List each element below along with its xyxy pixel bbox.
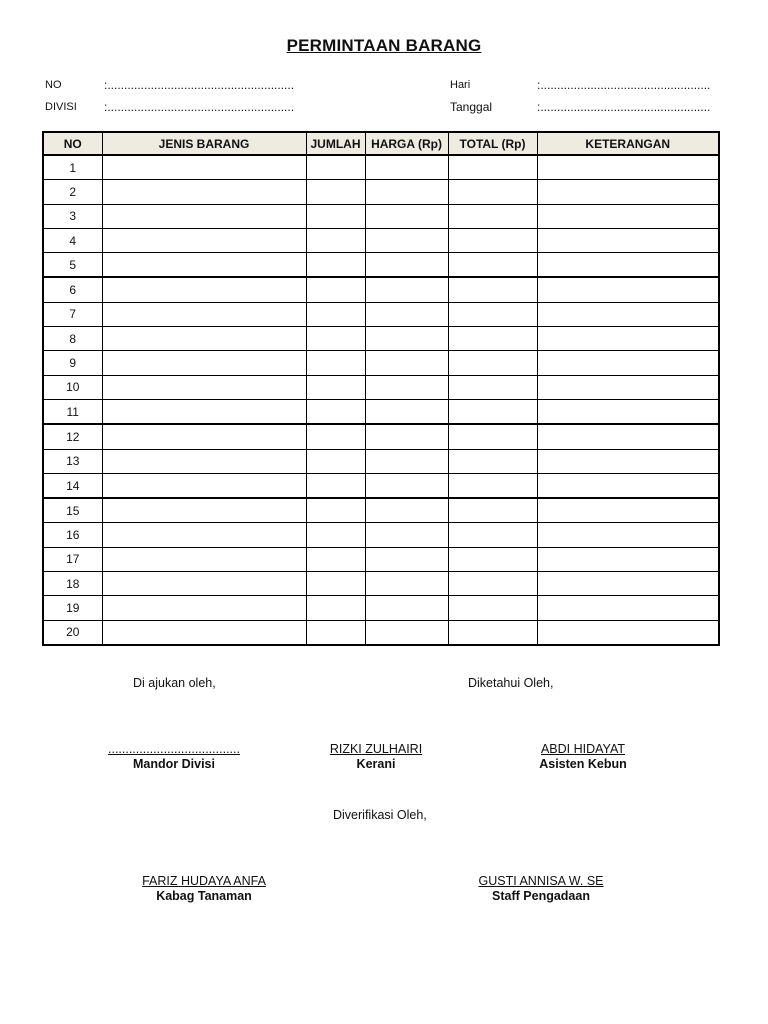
table-header-row [43, 132, 719, 155]
total-cell[interactable] [448, 180, 537, 204]
row-number: 18 [43, 572, 102, 596]
jenis-barang-cell[interactable] [102, 596, 306, 620]
hari-value[interactable]: :................................................... [537, 78, 711, 92]
total-cell[interactable] [448, 302, 537, 326]
jumlah-cell[interactable] [306, 449, 365, 473]
harga-cell[interactable] [365, 228, 448, 252]
total-cell[interactable] [448, 375, 537, 399]
table-row [43, 228, 719, 252]
jumlah-cell[interactable] [306, 596, 365, 620]
keterangan-cell[interactable] [537, 620, 719, 645]
jenis-barang-cell[interactable] [102, 302, 306, 326]
table-row [43, 498, 719, 523]
jumlah-cell[interactable] [306, 399, 365, 424]
jenis-barang-cell[interactable] [102, 449, 306, 473]
harga-cell[interactable] [365, 424, 448, 449]
keterangan-cell[interactable] [537, 180, 719, 204]
keterangan-cell[interactable] [537, 155, 719, 180]
total-cell[interactable] [448, 498, 537, 523]
total-cell[interactable] [448, 204, 537, 228]
jenis-barang-cell[interactable] [102, 547, 306, 571]
table-row [43, 204, 719, 228]
no-label: NO [45, 79, 62, 91]
jumlah-cell[interactable] [306, 351, 365, 375]
harga-cell[interactable] [365, 277, 448, 302]
keterangan-cell[interactable] [537, 375, 719, 399]
jumlah-cell[interactable] [306, 302, 365, 326]
keterangan-cell[interactable] [537, 596, 719, 620]
table-row [43, 302, 719, 326]
signer-role: Kabag Tanaman [156, 889, 252, 903]
jenis-barang-cell[interactable] [102, 155, 306, 180]
jenis-barang-cell[interactable] [102, 253, 306, 278]
jumlah-cell[interactable] [306, 327, 365, 351]
row-number: 17 [43, 547, 102, 571]
jumlah-cell[interactable] [306, 498, 365, 523]
harga-cell[interactable] [365, 473, 448, 498]
signature-staff [461, 874, 621, 903]
harga-cell[interactable] [365, 302, 448, 326]
harga-cell[interactable] [365, 253, 448, 278]
table-row [43, 449, 719, 473]
table-row [43, 375, 719, 399]
table-row [43, 523, 719, 547]
signer-role: Mandor Divisi [133, 757, 215, 771]
table-row [43, 277, 719, 302]
no-value[interactable]: :........................................................ [104, 78, 295, 92]
table-row [43, 596, 719, 620]
tanggal-label: Tanggal [450, 100, 493, 114]
jumlah-cell[interactable] [306, 277, 365, 302]
harga-cell[interactable] [365, 375, 448, 399]
tanggal-value[interactable]: :................................................... [537, 100, 711, 114]
signature-kerani [300, 742, 452, 771]
row-number: 10 [43, 375, 102, 399]
column-header: NO [43, 132, 102, 155]
keterangan-cell[interactable] [537, 572, 719, 596]
jumlah-cell[interactable] [306, 424, 365, 449]
jenis-barang-cell[interactable] [102, 523, 306, 547]
divisi-label: DIVISI [45, 101, 77, 113]
jenis-barang-cell[interactable] [102, 351, 306, 375]
harga-cell[interactable] [365, 547, 448, 571]
jenis-barang-cell[interactable] [102, 277, 306, 302]
signature-mandor [94, 742, 254, 771]
signer-name: ABDI HIDAYAT [540, 742, 626, 756]
harga-cell[interactable] [365, 327, 448, 351]
row-number: 11 [43, 399, 102, 424]
row-number: 7 [43, 302, 102, 326]
total-cell[interactable] [448, 253, 537, 278]
signer-role: Staff Pengadaan [492, 889, 590, 903]
total-cell[interactable] [448, 596, 537, 620]
row-number: 4 [43, 228, 102, 252]
signer-name: RIZKI ZULHAIRI [329, 742, 423, 756]
signature-kabag [124, 874, 284, 903]
table-row [43, 572, 719, 596]
row-number: 14 [43, 473, 102, 498]
harga-cell[interactable] [365, 572, 448, 596]
jenis-barang-cell[interactable] [102, 424, 306, 449]
column-header: JENIS BARANG [102, 132, 306, 155]
harga-cell[interactable] [365, 204, 448, 228]
keterangan-cell[interactable] [537, 277, 719, 302]
keterangan-cell[interactable] [537, 327, 719, 351]
total-cell[interactable] [448, 473, 537, 498]
jumlah-cell[interactable] [306, 523, 365, 547]
harga-cell[interactable] [365, 180, 448, 204]
table-row [43, 351, 719, 375]
signer-name: FARIZ HUDAYA ANFA [142, 874, 266, 888]
items-table [42, 131, 720, 646]
keterangan-cell[interactable] [537, 351, 719, 375]
document-title: PERMINTAAN BARANG [286, 36, 482, 55]
keterangan-cell[interactable] [537, 473, 719, 498]
row-number: 3 [43, 204, 102, 228]
keterangan-cell[interactable] [537, 424, 719, 449]
jumlah-cell[interactable] [306, 473, 365, 498]
keterangan-cell[interactable] [537, 399, 719, 424]
jenis-barang-cell[interactable] [102, 228, 306, 252]
harga-cell[interactable] [365, 596, 448, 620]
keterangan-cell[interactable] [537, 204, 719, 228]
harga-cell[interactable] [365, 399, 448, 424]
table-row [43, 424, 719, 449]
signer-role: Asisten Kebun [539, 757, 627, 771]
table-row [43, 155, 719, 180]
table-row [43, 399, 719, 424]
row-number: 8 [43, 327, 102, 351]
total-cell[interactable] [448, 155, 537, 180]
table-row [43, 473, 719, 498]
keterangan-cell[interactable] [537, 449, 719, 473]
row-number: 6 [43, 277, 102, 302]
total-cell[interactable] [448, 449, 537, 473]
column-header: TOTAL (Rp) [448, 132, 537, 155]
signer-role: Kerani [356, 757, 396, 771]
total-cell[interactable] [448, 277, 537, 302]
jumlah-cell[interactable] [306, 547, 365, 571]
total-cell[interactable] [448, 424, 537, 449]
total-cell[interactable] [448, 327, 537, 351]
signature-asisten [507, 742, 659, 771]
table-row [43, 620, 719, 645]
total-cell[interactable] [448, 620, 537, 645]
column-header: KETERANGAN [537, 132, 719, 155]
harga-cell[interactable] [365, 523, 448, 547]
harga-cell[interactable] [365, 620, 448, 645]
jumlah-cell[interactable] [306, 228, 365, 252]
table-row [43, 180, 719, 204]
table-row [43, 253, 719, 278]
row-number: 19 [43, 596, 102, 620]
keterangan-cell[interactable] [537, 302, 719, 326]
signer-name: ...................................... [108, 742, 240, 756]
total-cell[interactable] [448, 523, 537, 547]
jumlah-cell[interactable] [306, 253, 365, 278]
jenis-barang-cell[interactable] [102, 327, 306, 351]
divisi-value[interactable]: :........................................................ [104, 100, 295, 114]
keterangan-cell[interactable] [537, 498, 719, 523]
row-number: 13 [43, 449, 102, 473]
diajukan-label: Di ajukan oleh, [133, 676, 216, 690]
keterangan-cell[interactable] [537, 547, 719, 571]
row-number: 1 [43, 155, 102, 180]
total-cell[interactable] [448, 399, 537, 424]
jenis-barang-cell[interactable] [102, 375, 306, 399]
jumlah-cell[interactable] [306, 620, 365, 645]
harga-cell[interactable] [365, 351, 448, 375]
jenis-barang-cell[interactable] [102, 498, 306, 523]
total-cell[interactable] [448, 351, 537, 375]
diverifikasi-label: Diverifikasi Oleh, [333, 808, 427, 822]
row-number: 2 [43, 180, 102, 204]
jenis-barang-cell[interactable] [102, 399, 306, 424]
keterangan-cell[interactable] [537, 228, 719, 252]
row-number: 12 [43, 424, 102, 449]
jenis-barang-cell[interactable] [102, 473, 306, 498]
harga-cell[interactable] [365, 449, 448, 473]
jumlah-cell[interactable] [306, 375, 365, 399]
table-row [43, 547, 719, 571]
jumlah-cell[interactable] [306, 155, 365, 180]
total-cell[interactable] [448, 572, 537, 596]
row-number: 5 [43, 253, 102, 278]
signer-name: GUSTI ANNISA W. SE [478, 874, 604, 888]
table-row [43, 327, 719, 351]
column-header: HARGA (Rp) [365, 132, 448, 155]
jenis-barang-cell[interactable] [102, 572, 306, 596]
jenis-barang-cell[interactable] [102, 204, 306, 228]
jenis-barang-cell[interactable] [102, 620, 306, 645]
total-cell[interactable] [448, 228, 537, 252]
diketahui-label: Diketahui Oleh, [468, 676, 554, 690]
harga-cell[interactable] [365, 498, 448, 523]
row-number: 15 [43, 498, 102, 523]
column-header: JUMLAH [306, 132, 365, 155]
keterangan-cell[interactable] [537, 253, 719, 278]
row-number: 9 [43, 351, 102, 375]
row-number: 20 [43, 620, 102, 645]
total-cell[interactable] [448, 547, 537, 571]
jumlah-cell[interactable] [306, 572, 365, 596]
keterangan-cell[interactable] [537, 523, 719, 547]
jumlah-cell[interactable] [306, 204, 365, 228]
row-number: 16 [43, 523, 102, 547]
jumlah-cell[interactable] [306, 180, 365, 204]
harga-cell[interactable] [365, 155, 448, 180]
hari-label: Hari [450, 79, 471, 91]
jenis-barang-cell[interactable] [102, 180, 306, 204]
